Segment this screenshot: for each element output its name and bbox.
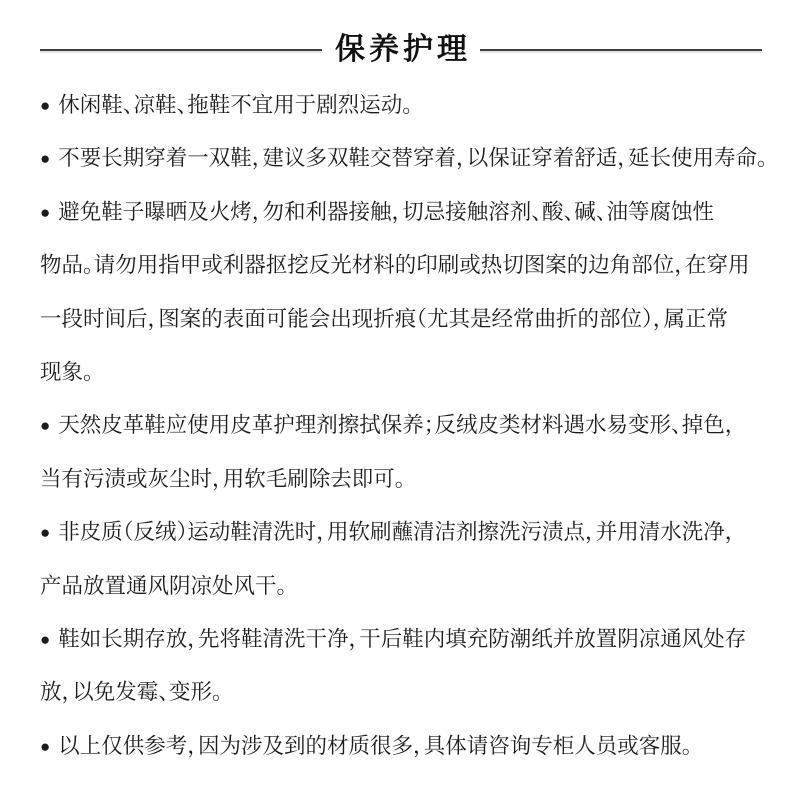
text-line: ● 休闲鞋、凉鞋、拖鞋不宜用于剧烈运动。 [40,79,780,132]
bullet-icon: ● [40,416,51,436]
text-line: 当有污渍或灰尘时，用软毛刷除去即可。 [40,466,406,491]
bullet-icon: ● [40,202,51,222]
bullet-icon: ● [40,96,51,115]
header-divider-right [480,49,762,51]
text-line: 放，以免发霉、变形。 [40,680,223,705]
text-line: ● 不要长期穿着一双鞋，建议多双鞋交替穿着，以保证穿着舒适，延长使用寿命。 [40,132,780,185]
text-line: ● 以上仅供参考，因为涉及到的材质很多，具体请咨询专柜人员或客服。 [40,720,780,773]
text-line: ● 非皮质（反绒）运动鞋清洗时，用软刷蘸清洁剂擦洗污渍点，并用清水洗净， [40,506,780,559]
care-instructions-list [40,79,780,773]
text-line: ● 天然皮革鞋应使用皮革护理剂擦拭保养；反绒皮类材料遇水易变形、掉色， [40,399,780,452]
text-line: ● 避免鞋子曝晒及火烤，勿和利器接触，切忌接触溶剂、酸、碱、油等腐蚀性 [40,186,780,239]
care-instruction-item [40,132,780,185]
text-line: ● 鞋如长期存放，先将鞋清洗干净，干后鞋内填充防潮纸并放置阴凉通风处存 [40,613,780,666]
header-divider-left [40,49,322,51]
bullet-icon: ● [40,736,51,756]
care-instruction-item [40,720,780,773]
bullet-icon: ● [40,149,51,169]
care-instruction-item [40,506,780,613]
section-header [0,0,790,68]
text-line: 一段时间后，图案的表面可能会出现折痕（尤其是经常曲折的部位），属正常 [40,306,729,331]
care-instruction-item [40,186,780,400]
care-instruction-item [40,399,780,506]
text-line: 产品放置通风阴凉处风干。 [40,573,288,598]
text-line: 物品。请勿用指甲或利器抠挖反光材料的印刷或热切图案的边角部位，在穿用 [40,253,750,278]
page-title: 保养护理 [335,33,471,66]
text-line: 现象。 [40,360,94,385]
care-instruction-item [40,79,780,132]
bullet-icon: ● [40,630,51,650]
care-instruction-item [40,613,780,720]
bullet-icon: ● [40,523,51,543]
